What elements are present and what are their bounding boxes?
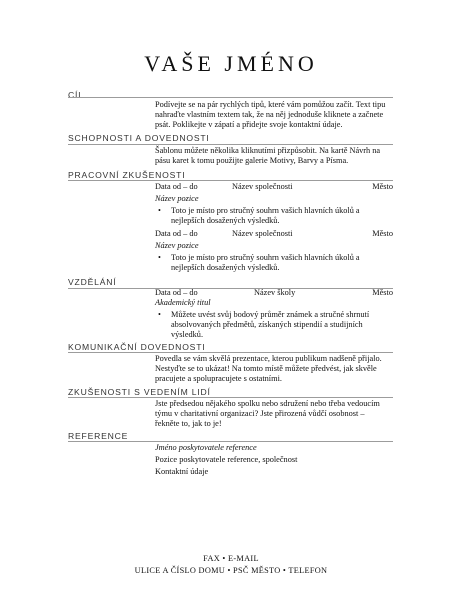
- job-company[interactable]: Název společnosti: [232, 182, 293, 191]
- communication-text[interactable]: Povedla se vám skvělá prezentace, kterou publikum nadšeně přijalo. Nestyďte se to ukázat! Na tomto místě můžete předvést, jak skvěle pracujete a spolupracujete s ostatními.: [155, 354, 382, 384]
- objective-text[interactable]: Podívejte se na pár rychlých tipů, které vám pomůžou začít. Text tipu nahraďte vlastním textem tak, že na něj jednoduše kliknete a začnete psát. Poklikejte v zápatí a přidejte svoje kontaktní údaje.: [155, 100, 386, 130]
- reference-name[interactable]: Jméno poskytovatele reference: [155, 443, 257, 452]
- footer-contact-line-2[interactable]: ULICE A ČÍSLO DOMU • PSČ MĚSTO • TELEFON: [134, 566, 328, 575]
- job-position[interactable]: Název pozice: [155, 241, 199, 250]
- bullet-icon: •: [158, 206, 161, 215]
- job-position[interactable]: Název pozice: [155, 194, 199, 203]
- section-divider: [68, 180, 393, 181]
- section-title-experience[interactable]: PRACOVNÍ ZKUŠENOSTI: [68, 170, 186, 180]
- job-city[interactable]: Město: [372, 229, 393, 238]
- reference-contact[interactable]: Kontaktní údaje: [155, 467, 209, 476]
- section-divider: [68, 397, 393, 398]
- education-school[interactable]: Název školy: [254, 288, 296, 297]
- job-dates[interactable]: Data od – do: [155, 182, 198, 191]
- section-divider: [68, 441, 393, 442]
- section-title-leadership[interactable]: ZKUŠENOSTI S VEDENÍM LIDÍ: [68, 387, 211, 397]
- job-company[interactable]: Název společnosti: [232, 229, 293, 238]
- education-city[interactable]: Město: [372, 288, 393, 297]
- section-title-education[interactable]: VZDĚLÁNÍ: [68, 277, 117, 287]
- bullet-icon: •: [158, 253, 161, 262]
- section-title-objective[interactable]: CÍL: [68, 90, 84, 100]
- resume-name[interactable]: VAŠE JMÉNO: [144, 51, 318, 76]
- education-degree[interactable]: Akademický titul: [155, 298, 211, 307]
- education-dates[interactable]: Data od – do: [155, 288, 198, 297]
- reference-position[interactable]: Pozice poskytovatele reference, společnost: [155, 455, 298, 464]
- job-dates[interactable]: Data od – do: [155, 229, 198, 238]
- education-bullet-text[interactable]: Můžete uvést svůj bodový průměr známek a stručné shrnutí absolvovaných předmětů, získaných stipendií a studijních výsledků.: [171, 310, 370, 340]
- section-divider: [68, 144, 393, 145]
- skills-text[interactable]: Šablonu můžete několika kliknutími přizpůsobit. Na kartě Návrh na pásu karet k tomu použijte galerie Motivy, Barvy a Písma.: [155, 146, 381, 166]
- section-divider: [68, 352, 393, 353]
- footer-contact-line-1[interactable]: FAX • E-MAIL: [203, 554, 259, 563]
- section-title-references[interactable]: REFERENCE: [68, 431, 129, 441]
- section-title-communication[interactable]: KOMUNIKAČNÍ DOVEDNOSTI: [68, 342, 206, 352]
- job-bullet-text[interactable]: Toto je místo pro stručný souhrn vašich hlavních úkolů a nejlepších dosažených výsledků.: [171, 253, 360, 273]
- section-title-skills[interactable]: SCHOPNOSTI A DOVEDNOSTI: [68, 133, 210, 143]
- section-divider: [68, 288, 393, 289]
- job-city[interactable]: Město: [372, 182, 393, 191]
- job-bullet-text[interactable]: Toto je místo pro stručný souhrn vašich hlavních úkolů a nejlepších dosažených výsledků.: [171, 206, 360, 226]
- section-divider: [68, 97, 393, 98]
- leadership-text[interactable]: Jste předsedou nějakého spolku nebo sdružení nebo třeba vedoucím týmu v charitativní organizaci? Jste přirozená vůdčí osobnost – řekněte to, jak to je!: [155, 399, 380, 429]
- bullet-icon: •: [158, 310, 161, 319]
